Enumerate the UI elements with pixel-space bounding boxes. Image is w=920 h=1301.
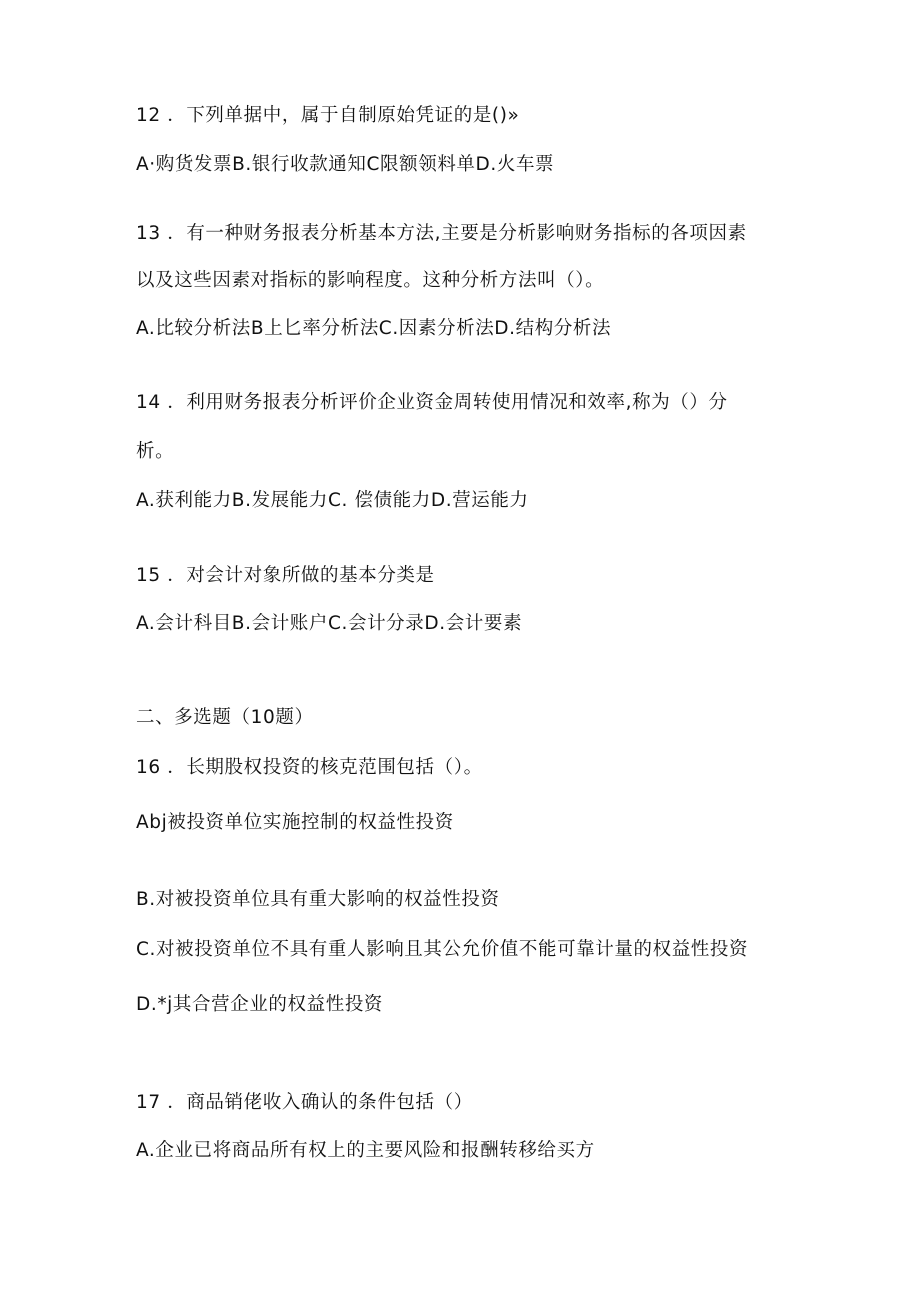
question-14-options: A.获利能力B.发展能力C. 偿债能力D.营运能力 <box>136 490 529 511</box>
question-15-options: A.会计科目B.会计账户C.会计分录D.会计要素 <box>136 613 523 634</box>
question-16-option-b: B.对被投资单位具有重大影响的权益性投资 <box>136 889 500 910</box>
question-16-option-a: Abj被投资单位实施控制的权益性投资 <box>136 812 454 833</box>
question-13-stem-line-1: 13 ．有一种财务报表分析基本方法,主要是分析影响财务指标的各项因素 <box>136 223 747 244</box>
question-13-stem-line-2: 以及这些因素对指标的影响程度。这种分析方法叫（）。 <box>136 270 605 291</box>
question-14-stem-line-2: 析。 <box>136 441 175 462</box>
question-12-options: A·购货发票B.银行收款通知C限额领料单D.火车票 <box>136 154 555 175</box>
question-17-option-a: A.企业已将商品所有权上的主要风险和报酬转移给买方 <box>136 1140 595 1161</box>
question-16-option-d: D.*j其合营企业的权益性投资 <box>136 994 384 1015</box>
question-15-stem: 15 ．对会计对象所做的基本分类是 <box>136 565 435 586</box>
section-heading-multiple-choice: 二、多选题（10题） <box>136 707 314 728</box>
question-16-option-c: C.对被投资单位不具有重人影响且其公允价值不能可靠计量的权益性投资 <box>136 939 749 960</box>
question-14-stem-line-1: 14 ．利用财务报表分析评价企业资金周转使用情况和效率,称为（）分 <box>136 392 728 413</box>
question-17-stem: 17 ．商品销佬收入确认的条件包括（） <box>136 1092 473 1113</box>
question-16-stem: 16 ．长期股权投资的核克范围包括（）。 <box>136 757 483 778</box>
question-13-options: A.比较分析法B上匕率分析法C.因素分析法D.结构分析法 <box>136 318 612 339</box>
question-12-stem: 12 ．下列单据中，属于自制原始凭证的是()» <box>136 105 520 126</box>
